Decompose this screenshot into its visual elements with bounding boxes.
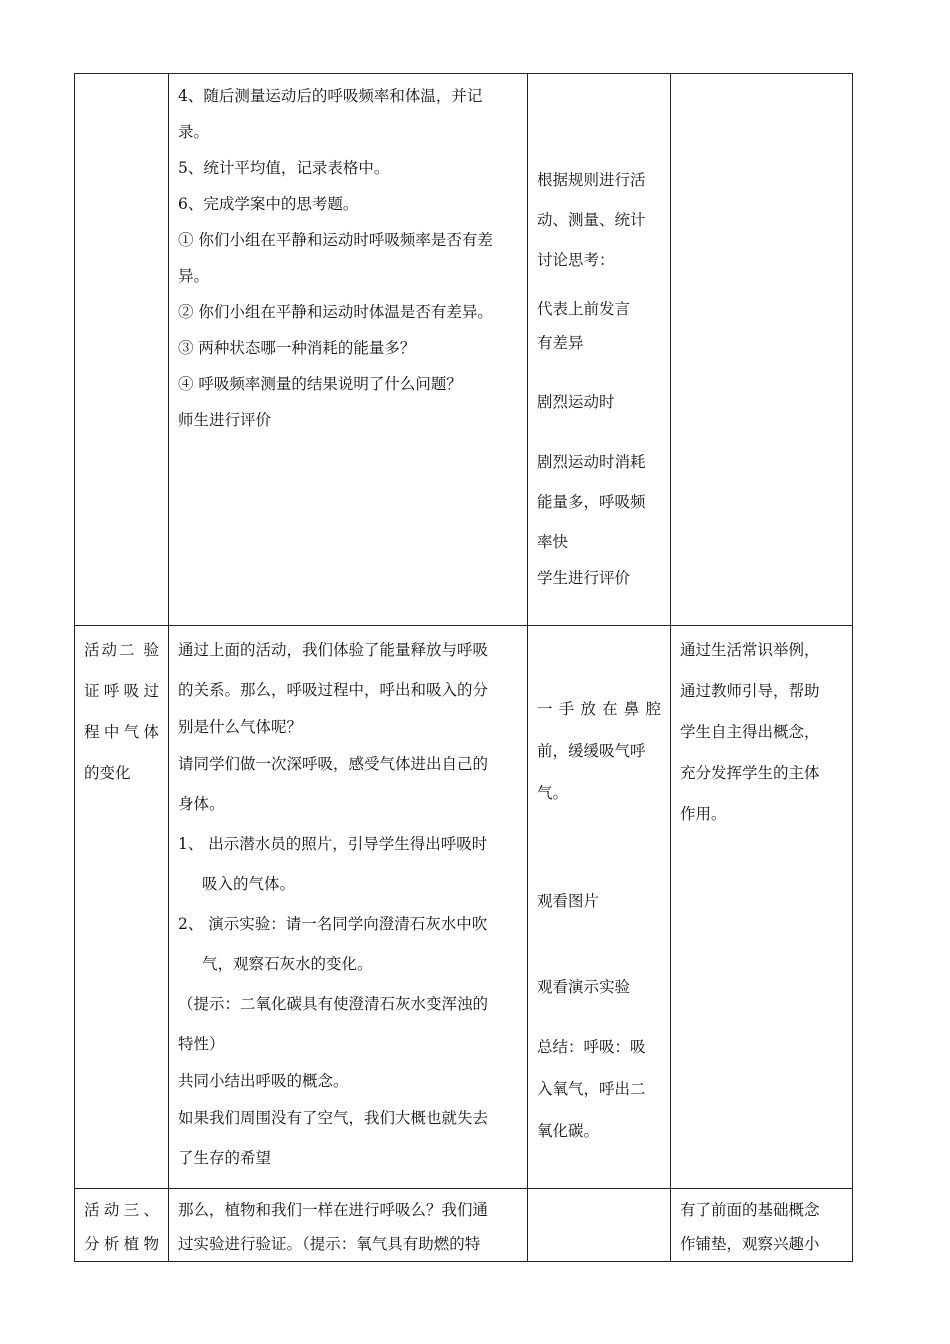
text-line: 剧烈运动时 [537,393,615,411]
teacher-activity-cell [169,626,528,1189]
activity-title-line: 的变化 [84,764,131,782]
text-line: 剧烈运动时消耗 [537,453,646,471]
text-line: 讨论思考： [537,251,615,269]
text-line: 录。 [178,123,210,141]
teacher-activity-cell [169,74,528,626]
text-line: 有了前面的基础概念 [680,1201,820,1219]
text-line: 那么，植物和我们一样在进行呼吸么？我们通 [178,1201,489,1219]
design-intent-cell [671,1189,853,1262]
text-line: 5、统计平均值，记录表格中。 [178,159,390,177]
text-line: 了生存的希望 [178,1149,272,1167]
activity-title-line: 活动二 验 [84,641,159,659]
text-line: 请同学们做一次深呼吸，感受气体进出自己的 [178,755,489,773]
text-line: 有差异 [537,334,584,352]
text-line: 气，观察石灰水的变化。 [202,955,373,973]
text-line: 气。 [537,784,569,802]
text-line: 共同小结出呼吸的概念。 [178,1072,349,1090]
text-line: 一手放在鼻腔 [537,700,661,718]
text-line: 总结：呼吸：吸 [537,1038,646,1056]
text-line: 别是什么气体呢？ [178,718,303,736]
student-activity-cell [528,74,671,626]
text-line: 充分发挥学生的主体 [680,764,820,782]
text-line: 的关系。那么，呼吸过程中，呼出和吸入的分 [178,681,489,699]
text-line: 特性） [178,1035,225,1053]
text-line: 根据规则进行活 [537,171,646,189]
text-line: 作用。 [680,805,727,823]
text-line: ① 你们小组在平静和运动时呼吸频率是否有差 [178,231,493,249]
text-line: 率快 [537,533,569,551]
activity-cell [75,626,169,1189]
text-line: 异。 [178,267,210,285]
text-line: 1、 出示潜水员的照片，引导学生得出呼吸时 [178,835,488,853]
table-row [75,74,853,626]
student-activity-cell [528,626,671,1189]
text-line: 通过生活常识举例， [680,641,820,659]
teacher-activity-cell [169,1189,528,1262]
text-line: 4、随后测量运动后的呼吸频率和体温，并记 [178,87,483,105]
text-line: 作铺垫，观察兴趣小 [680,1235,820,1253]
text-line: 吸入的气体。 [202,875,296,893]
text-line: 学生进行评价 [537,569,631,587]
activity-cell [75,1189,169,1262]
text-line: 6、完成学案中的思考题。 [178,195,359,213]
text-line: 身体。 [178,795,225,813]
text-line: ④ 呼吸频率测量的结果说明了什么问题？ [178,375,462,393]
text-line: 师生进行评价 [178,411,272,429]
activity-title-line: 活动三、 [84,1201,159,1219]
text-line: 氧化碳。 [537,1122,600,1140]
text-line: 前，缓缓吸气呼 [537,742,646,760]
text-line: 学生自主得出概念， [680,723,820,741]
text-line: 动、测量、统计 [537,211,646,229]
text-line: 通过教师引导，帮助 [680,682,820,700]
text-line: 观看演示实验 [537,978,631,996]
text-line: 过实验进行验证。（提示：氧气具有助燃的特 [178,1235,481,1253]
text-line: 观看图片 [537,892,600,910]
text-line: （提示：二氧化碳具有使澄清石灰水变浑浊的 [178,995,489,1013]
text-line: 如果我们周围没有了空气，我们大概也就失去 [178,1109,489,1127]
text-line: ③ 两种状态哪一种消耗的能量多？ [178,339,416,357]
activity-cell [75,74,169,626]
design-intent-cell [671,74,853,626]
activity-title-line: 证呼吸过 [84,682,159,700]
design-intent-cell [671,626,853,1189]
student-activity-cell [528,1189,671,1262]
table-row [75,626,853,1189]
text-line: 入氧气，呼出二 [537,1080,646,1098]
text-line: 通过上面的活动，我们体验了能量释放与呼吸 [178,641,489,659]
activity-title-line: 程中气体 [84,723,159,741]
text-line: ② 你们小组在平静和运动时体温是否有差异。 [178,303,493,321]
text-line: 2、 演示实验：请一名同学向澄清石灰水中吹 [178,915,488,933]
lesson-plan-table [74,73,853,1262]
activity-title-line: 分析植物 [84,1235,159,1253]
text-line: 代表上前发言 [537,300,631,318]
table-row [75,1189,853,1262]
text-line: 能量多，呼吸频 [537,493,646,511]
